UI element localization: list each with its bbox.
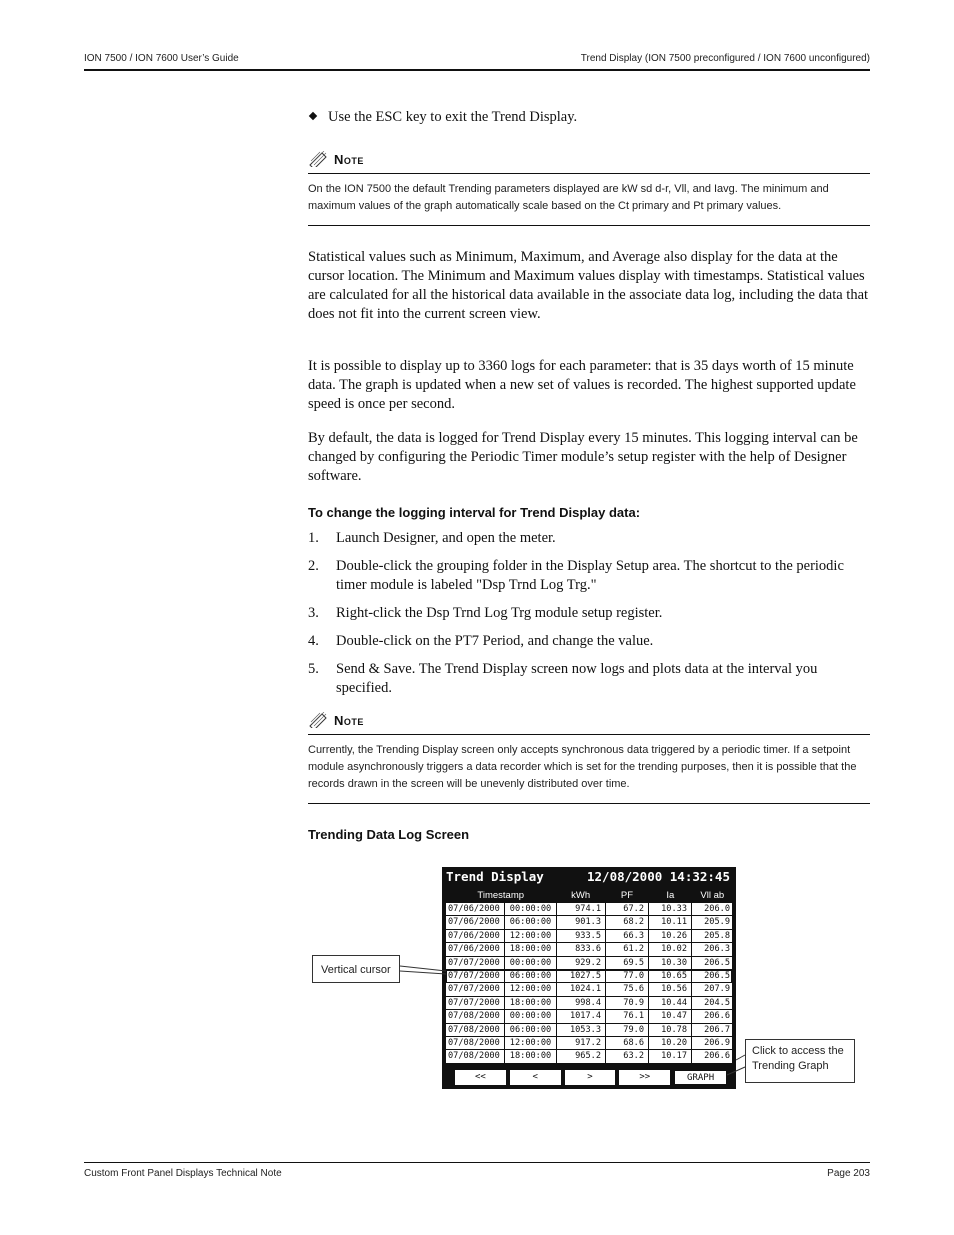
table-cell: 07/07/2000 (446, 997, 505, 1009)
note-heading (308, 151, 870, 167)
pencil-note-icon (308, 712, 330, 728)
last-page-button[interactable]: >> (619, 1070, 670, 1085)
table-cell: 206.5 (704, 970, 730, 981)
column-header: kWh (556, 889, 605, 902)
table-cell: 833.6 (557, 943, 606, 955)
table-cell: 18:00:00 (505, 1050, 557, 1062)
table-cell: 06:00:00 (505, 970, 557, 982)
table-header (446, 889, 732, 902)
table-row[interactable] (446, 916, 732, 929)
table-cell: 10.30 (649, 957, 692, 969)
table-cell: 07/08/2000 (446, 1050, 505, 1062)
table-cell: 10.17 (649, 1050, 692, 1062)
table-cell: 79.0 (606, 1024, 649, 1036)
table-row[interactable] (446, 997, 732, 1010)
table-cell: 1024.1 (557, 983, 606, 995)
running-header-left: ION 7500 / ION 7600 User’s Guide (84, 53, 239, 64)
trend-table (446, 903, 732, 1063)
column-header: Ia (649, 889, 692, 902)
table-cell: 10.26 (649, 930, 692, 942)
table-cell: 61.2 (606, 943, 649, 955)
table-cell: 1017.4 (557, 1010, 606, 1022)
table-row[interactable] (446, 1037, 732, 1050)
table-cell: 206.6 (704, 1011, 730, 1022)
table-cell: 207.9 (704, 984, 730, 995)
table-cell: 10.02 (649, 943, 692, 955)
next-button[interactable]: > (565, 1070, 616, 1085)
procedure-step: 1. Launch Designer, and open the meter. (308, 530, 556, 546)
paragraph-statistics: Statistical values such as Minimum, Maximum, and Average also display for the data at the cursor location. The Minimum and Maximum values display with timestamps. Statistical values are calculated for all the historical data available in the associate data log, including the data that does not fit into the current screen view. (308, 249, 869, 322)
table-cell: 68.2 (606, 916, 649, 928)
table-cell: 10.47 (649, 1010, 692, 1022)
figure-title: Trending Data Log Screen (308, 827, 470, 842)
table-row[interactable] (446, 903, 732, 916)
table-cell: 07/07/2000 (446, 970, 505, 982)
table-cell: 70.9 (606, 997, 649, 1009)
table-cell: 10.33 (649, 903, 692, 915)
note-heading (308, 712, 870, 728)
table-cell: 07/07/2000 (446, 983, 505, 995)
table-cell: 00:00:00 (505, 957, 557, 969)
table-cell: 06:00:00 (505, 1024, 557, 1036)
table-cell: 07/07/2000 (446, 957, 505, 969)
column-header: Timestamp (446, 889, 556, 902)
table-cell: 06:00:00 (505, 916, 557, 928)
procedure-step: 2. Double-click the grouping folder in the Display Setup area. The shortcut to the periodic timer module is labeled "Dsp Trnd Log Trg." (308, 558, 844, 593)
table-cell: 917.2 (557, 1037, 606, 1049)
procedure-step: 5. Send & Save. The Trend Display screen now logs and plots data at the interval you specified. (308, 661, 818, 696)
procedure-steps (308, 529, 870, 707)
table-cell: 66.3 (606, 930, 649, 942)
table-cell: 69.5 (606, 957, 649, 969)
previous-button[interactable]: < (510, 1070, 561, 1085)
procedure-step: 3. Right-click the Dsp Trnd Log Trg module setup register. (308, 605, 663, 621)
table-cell: 75.6 (606, 983, 649, 995)
note-title: Note (334, 713, 364, 728)
table-cell: 12:00:00 (505, 930, 557, 942)
table-cell: 206.7 (704, 1024, 730, 1035)
table-row[interactable] (446, 957, 732, 970)
pencil-note-icon (308, 151, 330, 167)
procedure-heading: To change the logging interval for Trend Display data: (308, 505, 641, 520)
table-cell: 206.0 (704, 904, 730, 914)
diamond-bullet-icon (309, 112, 317, 120)
table-cell: 12:00:00 (505, 983, 557, 995)
screen-datetime: 12/08/2000 14:32:45 (587, 869, 730, 884)
table-cell: 10.65 (649, 970, 692, 982)
running-header-right: Trend Display (ION 7500 preconfigured / ION 7600 unconfigured) (580, 53, 870, 64)
table-cell: 206.3 (704, 944, 730, 955)
column-header: PF (606, 889, 649, 902)
vertical-cursor-callout: Vertical cursor (312, 955, 400, 983)
table-row[interactable] (446, 1050, 732, 1063)
graph-button[interactable]: GRAPH (674, 1070, 727, 1085)
paragraph-log-capacity: It is possible to display up to 3360 logs for each parameter: that is 35 days worth of 15 minute data. The graph is updated when a new set of values is recorded. The highest supported update speed is once per second. (308, 358, 856, 412)
note-rule-bottom (308, 803, 870, 804)
table-cell: 204.5 (704, 997, 730, 1008)
table-cell: 07/06/2000 (446, 903, 505, 915)
footer-rule (84, 1162, 870, 1163)
note-text: On the ION 7500 the default Trending parameters displayed are kW sd d-r, Vll, and Iavg. The minimum and maximum values of the graph automatically scale based on the Ct primary and Pt primary values. (308, 183, 829, 212)
table-row[interactable] (446, 930, 732, 943)
bullet-item (308, 108, 870, 127)
table-cell: 901.3 (557, 916, 606, 928)
table-cell: 998.4 (557, 997, 606, 1009)
table-cell: 965.2 (557, 1050, 606, 1062)
table-cell: 18:00:00 (505, 997, 557, 1009)
bullet-text: Use the ESC key to exit the Trend Display. (328, 109, 578, 125)
table-cell: 76.1 (606, 1010, 649, 1022)
screen-button-bar (455, 1070, 727, 1085)
table-cell: 07/08/2000 (446, 1024, 505, 1036)
table-cell: 18:00:00 (505, 943, 557, 955)
table-cell: 07/06/2000 (446, 943, 505, 955)
table-cell: 07/06/2000 (446, 930, 505, 942)
table-cell: 206.5 (704, 957, 730, 968)
note-rule-bottom (308, 225, 870, 226)
table-cell: 933.5 (557, 930, 606, 942)
table-cell: 206.9 (704, 1037, 730, 1048)
table-cell: 00:00:00 (505, 903, 557, 915)
table-cell: 205.8 (704, 930, 730, 941)
table-cell: 10.56 (649, 983, 692, 995)
table-cell: 00:00:00 (505, 1010, 557, 1022)
table-cell: 10.11 (649, 916, 692, 928)
paragraph-logging-interval: By default, the data is logged for Trend Display every 15 minutes. This logging interval can be changed by configuring the Periodic Timer module’s setup register with the help of Designer software. (308, 430, 858, 484)
graph-callout: Click to access the Trending Graph (745, 1039, 855, 1083)
column-header: Vll ab (693, 889, 732, 902)
table-cell: 10.44 (649, 997, 692, 1009)
table-cell: 929.2 (557, 957, 606, 969)
first-page-button[interactable]: << (455, 1070, 506, 1085)
note-text: Currently, the Trending Display screen only accepts synchronous data triggered by a periodic timer. If a setpoint module asynchronously triggers a data recorder which is set for the trending purposes, then it is possible that the records drawn in the screen will be unevenly distributed over time. (308, 744, 857, 790)
table-row[interactable] (446, 983, 732, 996)
table-cell: 77.0 (606, 970, 649, 982)
screen-title: Trend Display (446, 869, 544, 884)
note-title: Note (334, 152, 364, 167)
table-cell: 1053.3 (557, 1024, 606, 1036)
table-row[interactable] (446, 943, 732, 956)
table-cell: 67.2 (606, 903, 649, 915)
procedure-step: 4. Double-click on the PT7 Period, and change the value. (308, 633, 654, 649)
table-cell: 10.78 (649, 1024, 692, 1036)
table-cell: 07/08/2000 (446, 1010, 505, 1022)
running-footer-left: Custom Front Panel Displays Technical Note (84, 1168, 282, 1179)
table-cell: 974.1 (557, 903, 606, 915)
note-rule-top (308, 173, 870, 174)
table-cell: 63.2 (606, 1050, 649, 1062)
table-cell: 07/08/2000 (446, 1037, 505, 1049)
note-rule-top (308, 734, 870, 735)
table-cell: 1027.5 (557, 970, 606, 982)
table-cell: 07/06/2000 (446, 916, 505, 928)
table-cell: 12:00:00 (505, 1037, 557, 1049)
header-rule (84, 69, 870, 71)
table-row[interactable] (446, 1024, 732, 1037)
trend-display-screen (442, 867, 736, 1089)
table-cell: 68.6 (606, 1037, 649, 1049)
page-number: Page 203 (827, 1168, 870, 1179)
table-row-cursor[interactable] (446, 970, 732, 983)
table-cell: 205.9 (704, 917, 730, 928)
table-row[interactable] (446, 1010, 732, 1023)
table-cell: 10.20 (649, 1037, 692, 1049)
table-cell: 206.6 (704, 1051, 730, 1062)
